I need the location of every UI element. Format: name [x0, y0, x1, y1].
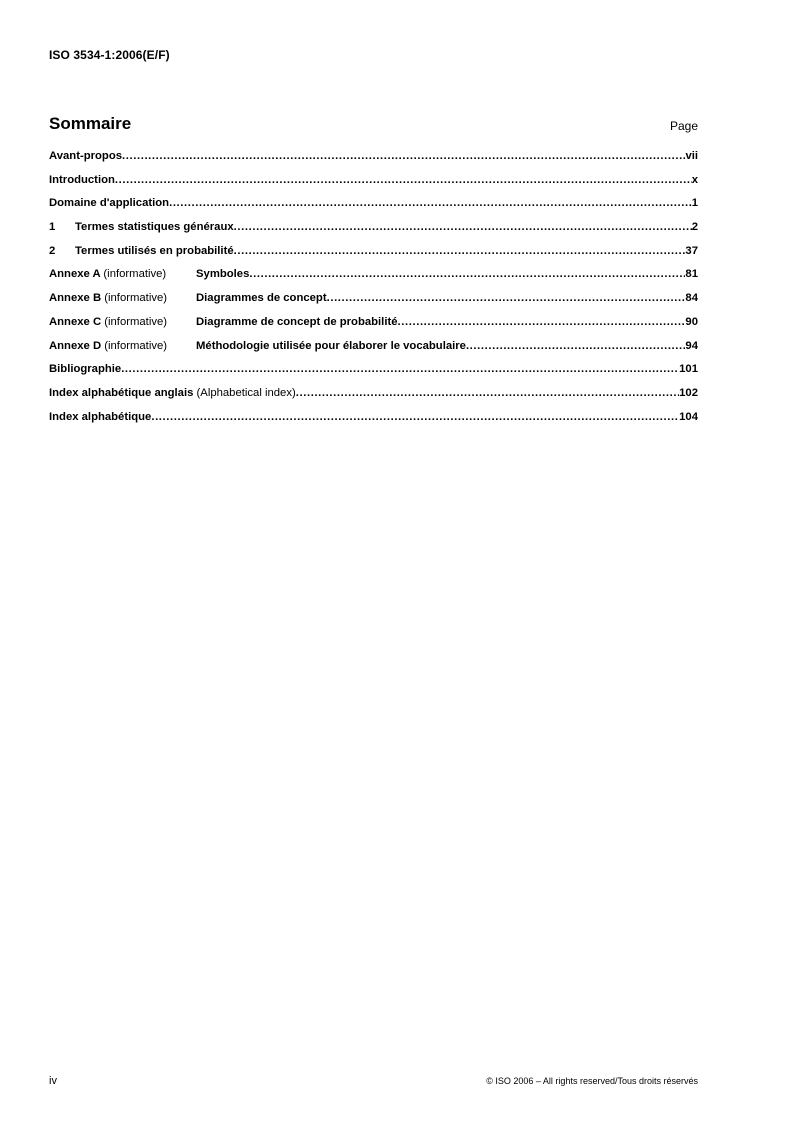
- toc-dot-leader: [327, 292, 686, 304]
- toc-entry-bibliographie[interactable]: [49, 363, 698, 387]
- toc-entry-number: 1: [49, 221, 56, 234]
- toc-annex-note: (informative): [104, 315, 168, 328]
- toc-entry-page: vii: [685, 150, 698, 162]
- toc-annex-id: Annexe A: [49, 268, 101, 281]
- toc-entry-annexe-d[interactable]: [49, 340, 698, 364]
- toc-entry-page: 101: [679, 363, 698, 376]
- toc-entry-annexe-b[interactable]: [49, 292, 698, 316]
- toc-dot-leader: [234, 245, 686, 257]
- toc-entry-page: 37: [685, 244, 698, 257]
- toc-entry-page: 1: [691, 197, 698, 210]
- toc-entry-title: Domaine d'application: [49, 197, 170, 210]
- toc-entry-title: Diagrammes de concept: [196, 292, 327, 305]
- toc-entry-page: 102: [679, 386, 698, 399]
- toc-entry-title: Symboles: [196, 268, 250, 281]
- toc-entry-page: 84: [685, 292, 698, 305]
- toc-title: Sommaire: [49, 114, 132, 133]
- toc-dot-leader: [151, 411, 679, 423]
- toc-entry-title: Diagramme de concept de probabilité: [196, 315, 398, 328]
- footer-page-number: iv: [49, 1075, 57, 1087]
- toc-page-column-label: Page: [669, 119, 698, 133]
- toc-annex-note: (informative): [103, 268, 167, 281]
- toc-dot-leader: [296, 387, 679, 399]
- toc-dot-leader: [121, 363, 679, 375]
- toc-entry-page: x: [691, 173, 698, 186]
- toc-heading: [49, 112, 698, 134]
- toc-entry-title: Index alphabétique: [49, 410, 152, 423]
- toc-annex-id: Annexe C: [49, 315, 102, 328]
- toc-dot-leader: [122, 150, 685, 162]
- toc-dot-leader: [169, 197, 692, 209]
- toc-entry-title: Avant-propos: [49, 150, 123, 162]
- toc-entry-page: 104: [679, 410, 698, 423]
- toc-entry-title: Introduction: [49, 173, 115, 186]
- toc-entry-title: Index alphabétique anglais: [49, 386, 194, 399]
- toc-entry-number: 2: [49, 244, 56, 257]
- toc-entry-annexe-a[interactable]: [49, 268, 698, 292]
- toc-annex-id: Annexe B: [49, 292, 102, 305]
- toc-dot-leader: [234, 221, 692, 233]
- toc-entry-title: Termes utilisés en probabilité: [75, 244, 234, 257]
- toc-entry-annexe-c[interactable]: [49, 316, 698, 340]
- toc-entry-title: Bibliographie: [49, 363, 122, 376]
- toc-entry-section-2[interactable]: [49, 245, 698, 269]
- toc-entry-title: Termes statistiques généraux: [75, 221, 234, 234]
- toc-annex-note: (informative): [104, 339, 168, 352]
- toc-dot-leader: [249, 268, 685, 280]
- toc-entry-introduction[interactable]: [49, 174, 698, 198]
- toc-entry-index-anglais[interactable]: [49, 387, 698, 411]
- footer-copyright: © ISO 2006 – All rights reserved/Tous droits réservés: [486, 1076, 698, 1086]
- toc-entry-page: 2: [691, 221, 698, 234]
- toc-entry-index-alphabetique[interactable]: [49, 411, 698, 435]
- toc-annex-note: (informative): [104, 292, 168, 305]
- toc-entry-page: 81: [685, 268, 698, 281]
- toc-dot-leader: [398, 316, 686, 328]
- toc-entry-domaine-application[interactable]: [49, 197, 698, 221]
- toc-dot-leader: [466, 340, 685, 352]
- toc-entry-title: Méthodologie utilisée pour élaborer le vocabulaire: [196, 339, 466, 352]
- toc-entry-title-note: (Alphabetical index): [196, 386, 296, 399]
- toc-entry-page: 94: [685, 339, 698, 352]
- table-of-contents: [49, 150, 698, 434]
- toc-annex-id: Annexe D: [49, 339, 102, 352]
- document-id: ISO 3534-1:2006(E/F): [49, 48, 170, 62]
- toc-dot-leader: [115, 174, 692, 186]
- toc-entry-section-1[interactable]: [49, 221, 698, 245]
- toc-entry-avant-propos[interactable]: [49, 150, 698, 174]
- toc-entry-page: 90: [685, 315, 698, 328]
